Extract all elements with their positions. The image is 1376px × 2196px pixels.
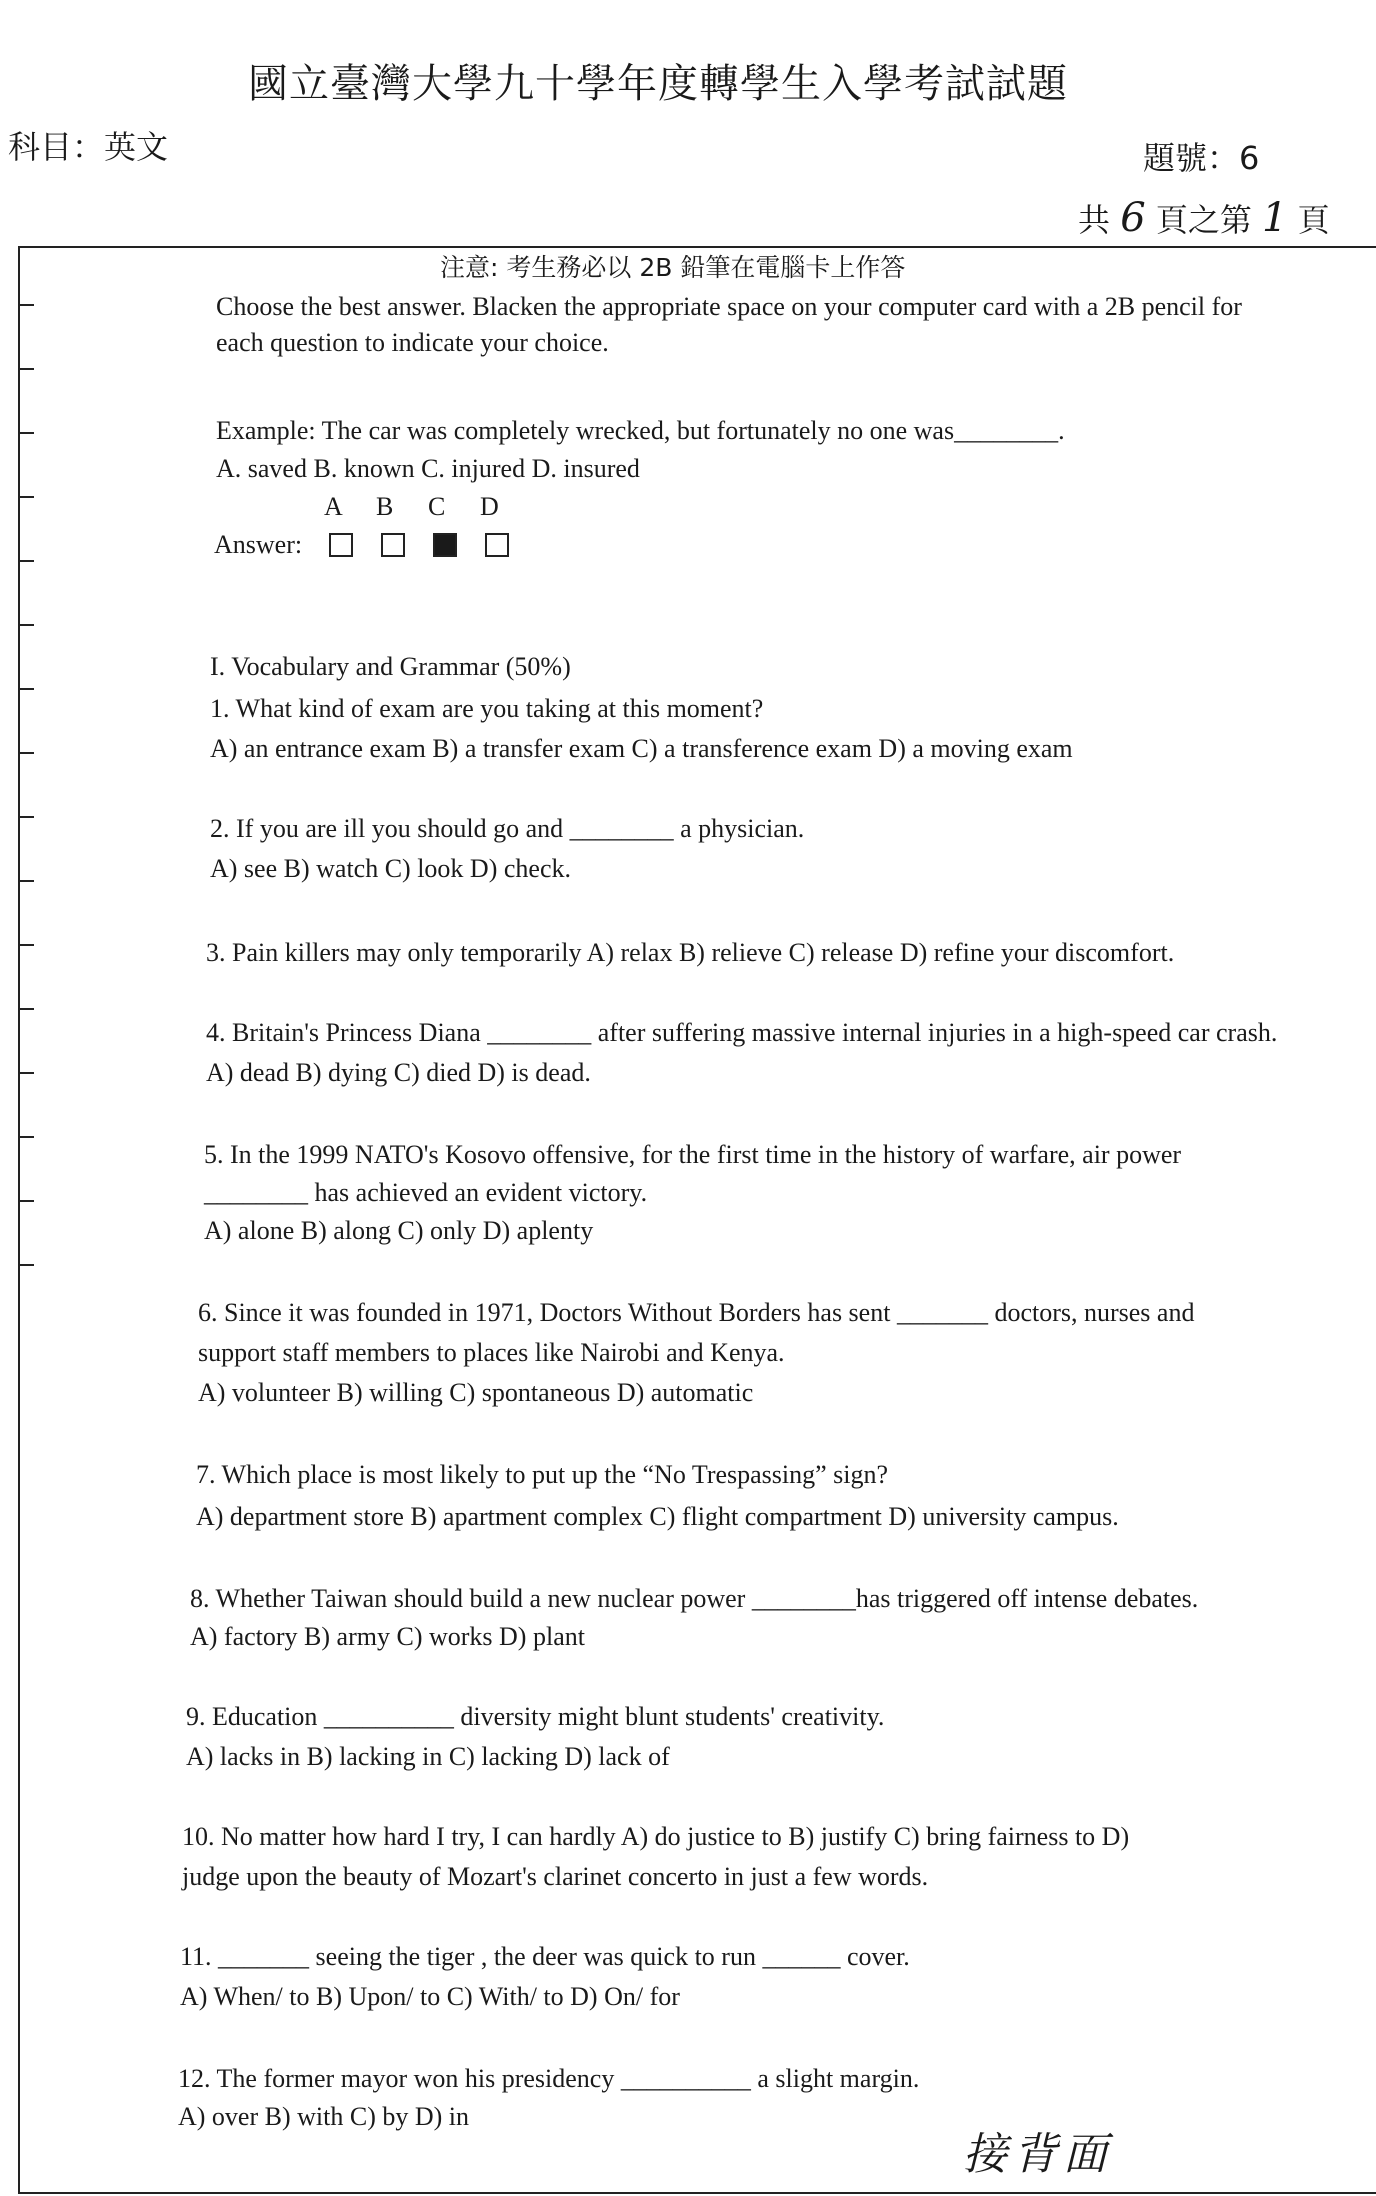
question-stem: 12. The former mayor won his presidency __________ a slight margin. [178, 2064, 920, 2093]
question-line: support staff members to places like Nairobi and Kenya. [198, 1338, 785, 1367]
notice-line: 注意: 考生務必以 2B 鉛筆在電腦卡上作答 [440, 253, 906, 282]
margin-tick [20, 304, 34, 306]
page-suffix: 頁 [1297, 201, 1330, 239]
example-options: A. saved B. known C. injured D. insured [216, 454, 640, 483]
question-stem: 6. Since it was founded in 1971, Doctors Without Borders has sent _______ doctors, nurses and [198, 1298, 1195, 1327]
margin-tick [20, 496, 34, 498]
question-stem: 10. No matter how hard I try, I can hardly A) do justice to B) justify C) bring fairness to D) [182, 1822, 1130, 1851]
page-prefix: 共 [1078, 201, 1111, 239]
example-letters [324, 492, 532, 522]
question-stem: 8. Whether Taiwan should build a new nuclear power ________has triggered off intense debates. [190, 1584, 1199, 1613]
exam-title: 國立臺灣大學九十學年度轉學生入學考試試題 [248, 61, 1068, 107]
question-line: A) over B) with C) by D) in [178, 2102, 470, 2131]
letter-c: C [428, 492, 446, 521]
margin-tick [20, 1264, 34, 1266]
page-total: 6 [1120, 195, 1146, 241]
question-line: A) department store B) apartment complex C) flight compartment D) university campus. [196, 1502, 1119, 1531]
page-indicator [1078, 195, 1330, 241]
question-line: A) When/ to B) Upon/ to C) With/ to D) On/ for [180, 1982, 680, 2011]
turn-over-note: 接背面 [963, 2129, 1113, 2180]
margin-tick [20, 688, 34, 690]
question-stem: 7. Which place is most likely to put up the “No Trespassing” sign? [196, 1460, 889, 1489]
page-current: 1 [1262, 195, 1288, 241]
instruction-line: each question to indicate your choice. [216, 328, 609, 357]
question-line: A) an entrance exam B) a transfer exam C) a transference exam D) a moving exam [210, 734, 1073, 763]
answer-box [433, 533, 457, 557]
margin-tick [20, 368, 34, 370]
question-line: A) see B) watch C) look D) check. [210, 854, 571, 883]
answer-label: Answer: [214, 530, 303, 559]
question-stem: 11. _______ seeing the tiger , the deer was quick to run ______ cover. [180, 1942, 910, 1971]
margin-tick [20, 432, 34, 434]
answer-box [381, 533, 405, 557]
question-line: A) factory B) army C) works D) plant [190, 1622, 585, 1651]
example-answer-row [214, 530, 537, 560]
margin-tick [20, 1008, 34, 1010]
question-stem: 2. If you are ill you should go and ________ a physician. [210, 814, 805, 843]
subject-label: 科目：英文 [8, 128, 169, 166]
answer-box [485, 533, 509, 557]
page-middle: 頁之第 [1155, 201, 1252, 239]
margin-tick [20, 944, 34, 946]
question-line: ________ has achieved an evident victory. [204, 1178, 648, 1207]
question-stem: 5. In the 1999 NATO's Kosovo offensive, for the first time in the history of warfare, air power [204, 1140, 1182, 1169]
margin-tick [20, 1136, 34, 1138]
question-stem: 4. Britain's Princess Diana ________ after suffering massive internal injuries in a high-speed car crash. [206, 1018, 1278, 1047]
question-stem: 3. Pain killers may only temporarily A) relax B) relieve C) release D) refine your discomfort. [206, 938, 1175, 967]
letter-d: D [480, 492, 499, 521]
question-line: A) dead B) dying C) died D) is dead. [206, 1058, 591, 1087]
instruction-line: Choose the best answer. Blacken the appropriate space on your computer card with a 2B pencil for [216, 292, 1242, 321]
margin-tick [20, 816, 34, 818]
question-stem: 1. What kind of exam are you taking at this moment? [210, 694, 764, 723]
question-number: 題號：6 [1143, 139, 1260, 177]
question-line: A) alone B) along C) only D) aplenty [204, 1216, 594, 1245]
question-line: judge upon the beauty of Mozart's clarinet concerto in just a few words. [182, 1862, 929, 1891]
margin-tick [20, 1072, 34, 1074]
letter-a: A [324, 492, 343, 521]
section-title: I. Vocabulary and Grammar (50%) [210, 652, 571, 681]
margin-tick [20, 1200, 34, 1202]
question-stem: 9. Education __________ diversity might blunt students' creativity. [186, 1702, 885, 1731]
margin-tick [20, 624, 34, 626]
answer-box [329, 533, 353, 557]
example-stem: Example: The car was completely wrecked, but fortunately no one was________. [216, 416, 1065, 445]
letter-b: B [376, 492, 394, 521]
question-line: A) volunteer B) willing C) spontaneous D) automatic [198, 1378, 754, 1407]
margin-tick [20, 880, 34, 882]
question-line: A) lacks in B) lacking in C) lacking D) lack of [186, 1742, 670, 1771]
margin-tick [20, 560, 34, 562]
margin-tick [20, 752, 34, 754]
